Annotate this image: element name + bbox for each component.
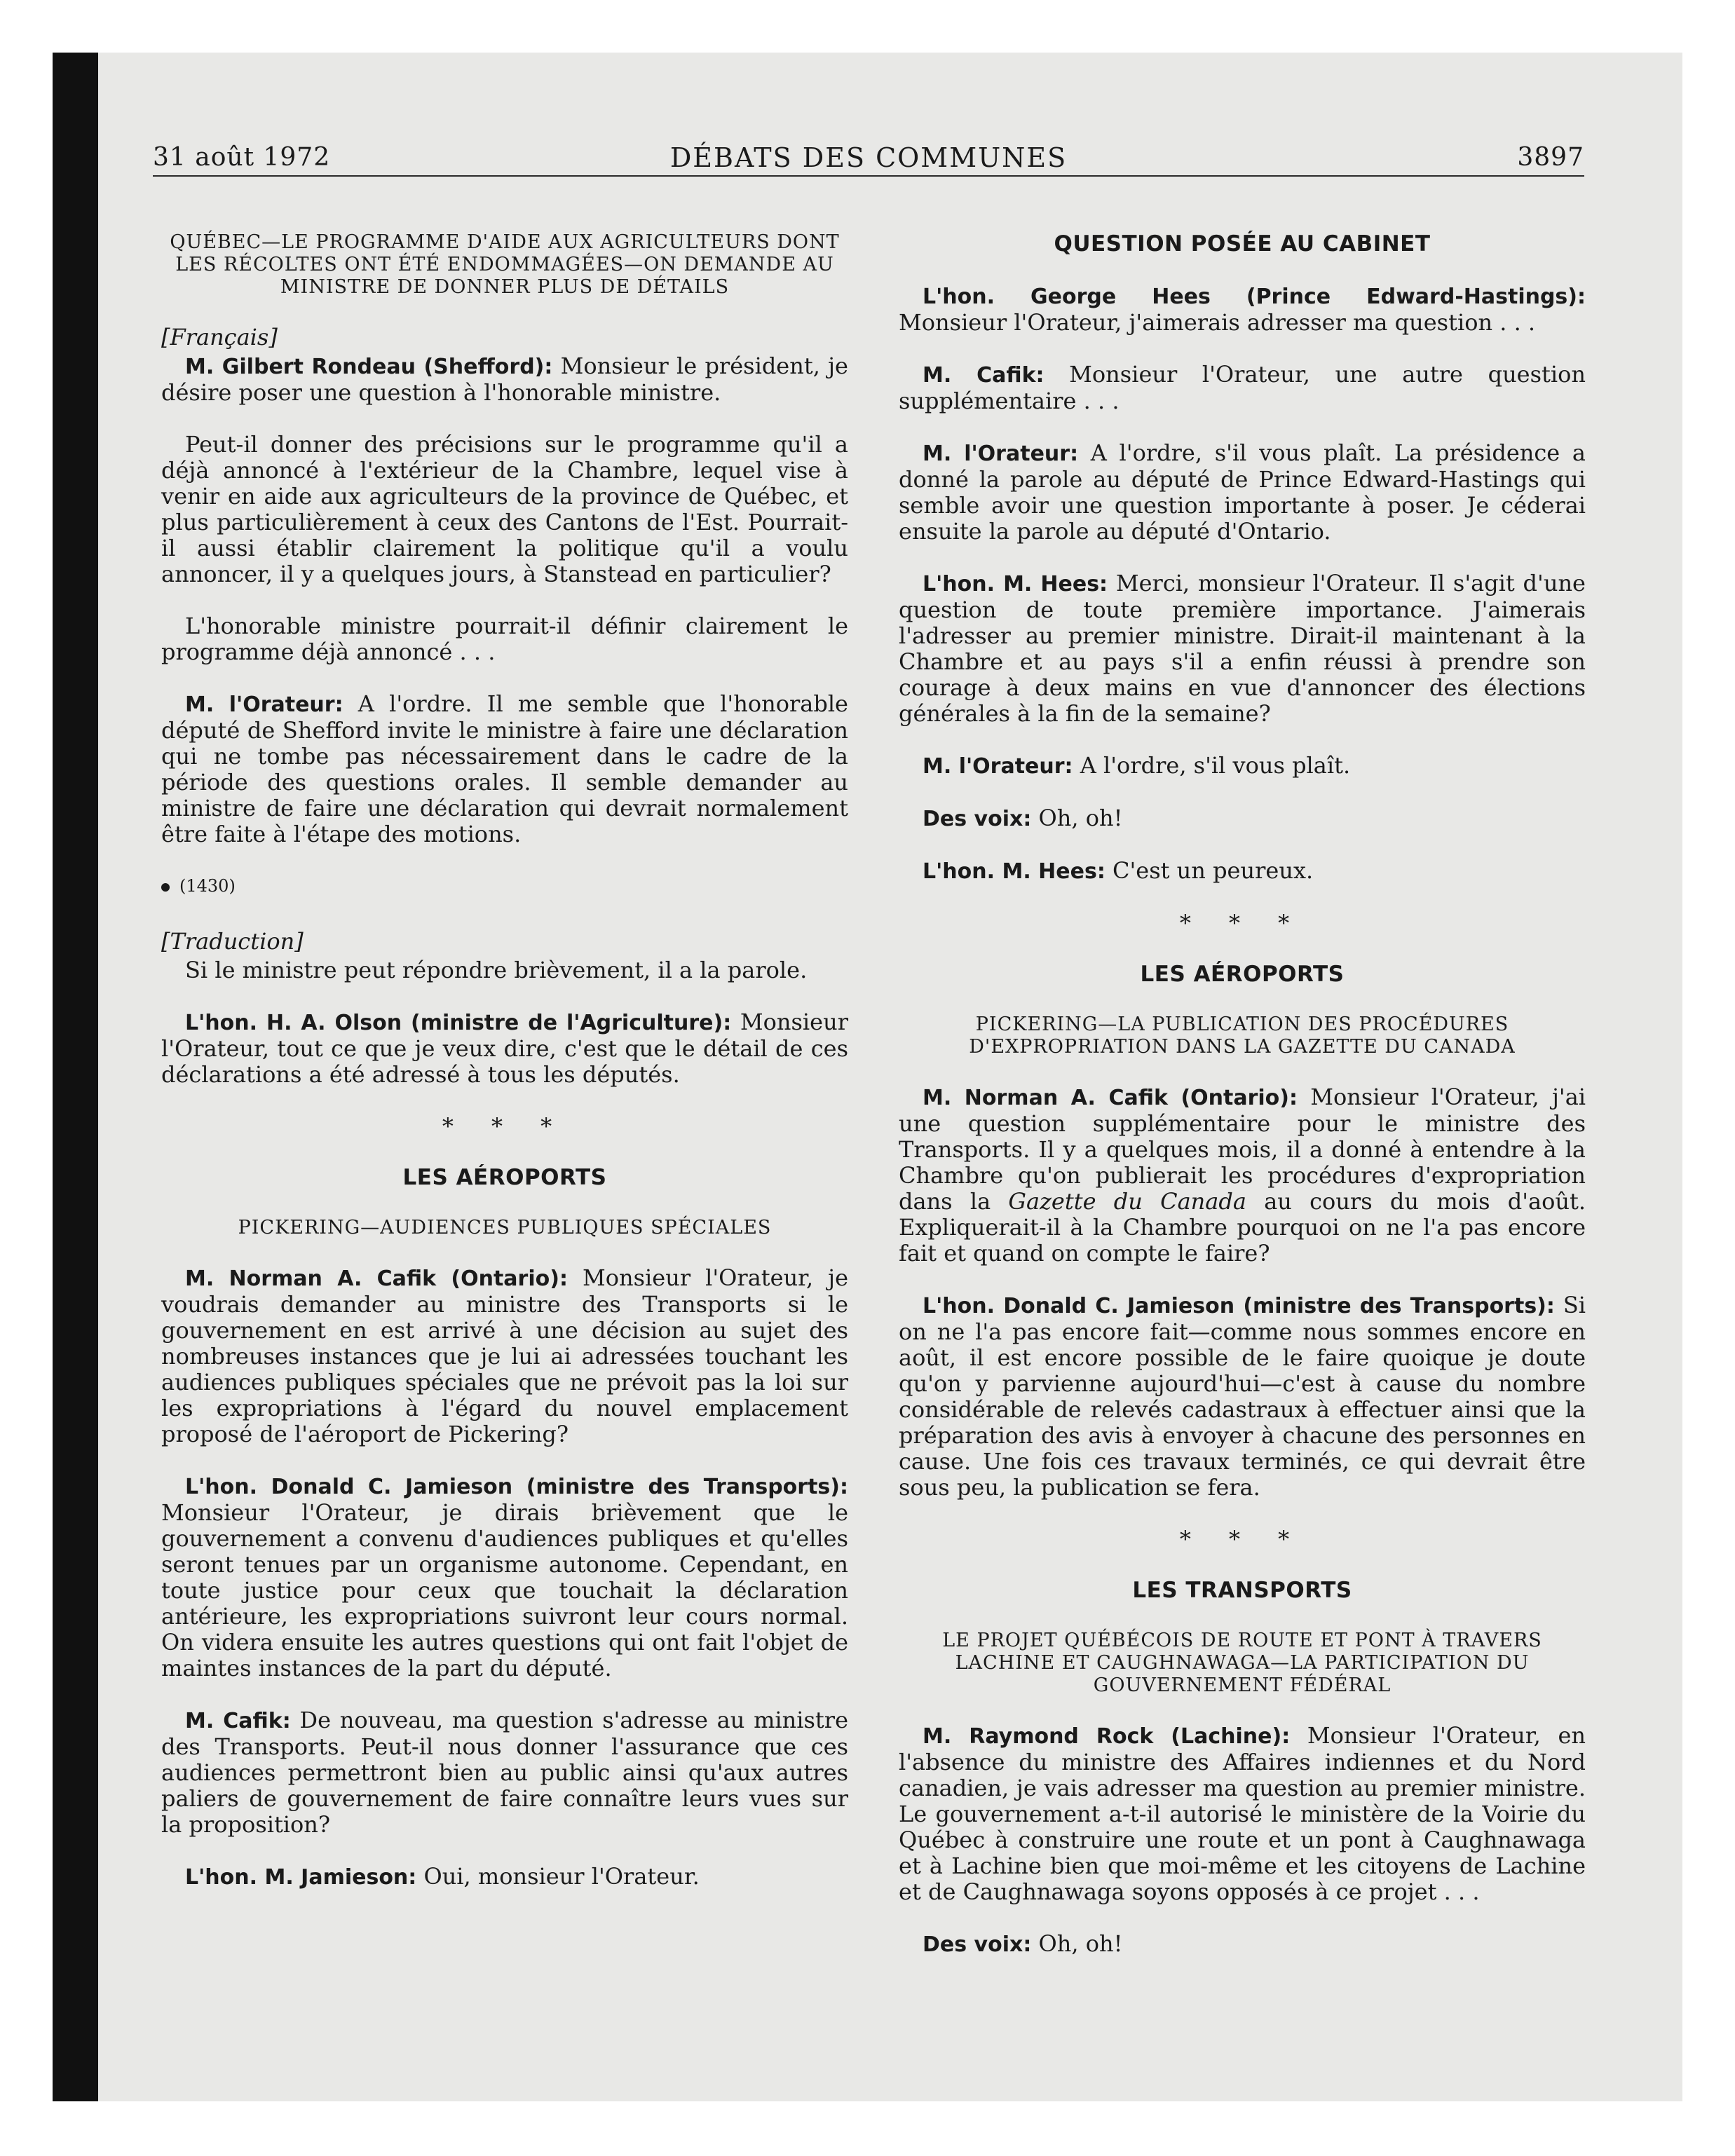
- right-column: [899, 231, 1586, 1984]
- paragraph: [899, 753, 1586, 779]
- paragraph: [161, 1473, 848, 1681]
- paragraph: [161, 1864, 848, 1890]
- speaker: M. l'Orateur:: [185, 692, 343, 717]
- scan-edge-shadow: [53, 53, 98, 2101]
- paragraph: [899, 1723, 1586, 1905]
- section-separator: * * *: [442, 1113, 568, 1140]
- header-page-number: 3897: [1517, 143, 1584, 172]
- speaker: L'hon. M. Hees:: [923, 859, 1105, 884]
- timestamp-text: (1430): [179, 876, 236, 896]
- paragraph: [899, 440, 1586, 545]
- section-subheading: PICKERING—LA PUBLICATION DES PROCÉDURES D'EXPROPRIATION DANS LA GAZETTE DU CANADA: [969, 1014, 1516, 1058]
- section-separator: * * *: [1179, 910, 1305, 936]
- header-date: 31 août 1972: [153, 143, 331, 172]
- paragraph: Peut-il donner des précisions sur le programme qu'il a déjà annoncé à l'extérieur de la Chambre, lequel vise à venir en aide aux agriculteurs de la province de Québec, et plus particulièrement à ceux des Cantons de l'Est. Pourrait-il aussi établir clairement la politique qu'il a voulu annoncer, il y a quelques jours, à Stanstead en particulier?: [161, 431, 848, 587]
- paragraph: [161, 1707, 848, 1838]
- speaker: M. Cafik:: [185, 1709, 291, 1733]
- speaker: L'hon. George Hees (Prince Edward-Hastings):: [923, 285, 1586, 309]
- paragraph: [899, 571, 1586, 727]
- speech-text: Monsieur l'Orateur, tout ce que je veux dire, c'est que le détail de ces déclarations a été adressé à tous les députés.: [161, 1009, 848, 1088]
- paragraph: [899, 1292, 1586, 1501]
- speaker: L'hon. H. A. Olson (ministre de l'Agriculture):: [185, 1011, 732, 1035]
- speaker: M. Gilbert Rondeau (Shefford):: [185, 355, 553, 379]
- paragraph: [899, 805, 1586, 832]
- paragraph: L'honorable ministre pourrait-il définir clairement le programme déjà annoncé . . .: [161, 613, 848, 665]
- paragraph: Si le ministre peut répondre brièvement, il a la parole.: [185, 957, 808, 983]
- speaker: M. Norman A. Cafik (Ontario):: [923, 1086, 1298, 1110]
- speech-text: Monsieur le président, je désire poser une question à l'honorable ministre.: [161, 353, 848, 406]
- paragraph: [899, 858, 1586, 885]
- paragraph: [161, 1009, 848, 1088]
- speaker: L'hon. M. Jamieson:: [185, 1865, 417, 1890]
- paragraph: [161, 691, 848, 847]
- speaker: M. l'Orateur:: [923, 754, 1073, 779]
- section-subheading: LE PROJET QUÉBÉCOIS DE ROUTE ET PONT À TRAVERS LACHINE ET CAUGHNAWAGA—LA PARTICIPATION DU GOUVERNEMENT FÉDÉRAL: [942, 1630, 1542, 1696]
- speaker: Des voix:: [923, 1932, 1032, 1957]
- speech-text: Merci, monsieur l'Orateur. Il s'agit d'une question de toute première importance. J'aimerais l'adresser au premier ministre. Dirait-il maintenant à la Chambre et au pays s'il a enfin réussi à prendre son courage à deux mains en vue d'annoncer des élections générales à la fin de la semaine?: [899, 570, 1586, 727]
- speech-text: A l'ordre. Il me semble que l'honorable député de Shefford invite le ministre à faire une déclaration qui ne tombe pas nécessairement dans le cadre de la période des questions orales. Il semble demander au ministre de faire une déclaration qui devrait normalement être faite à l'étape des motions.: [161, 690, 848, 847]
- speech-text: Monsieur l'Orateur, j'aimerais adresser ma question . . .: [899, 309, 1536, 336]
- paragraph: [899, 1931, 1586, 1958]
- publication-title: Gazette du Canada: [1008, 1188, 1246, 1215]
- speech-text: Oh, oh!: [1031, 805, 1123, 831]
- speaker: L'hon. M. Hees:: [923, 572, 1108, 596]
- speech-text: A l'ordre, s'il vous plaît.: [1073, 752, 1351, 779]
- section-separator: * * *: [1179, 1526, 1305, 1553]
- section-heading: LES AÉROPORTS: [1140, 962, 1345, 987]
- timestamp: [161, 873, 848, 899]
- speech-text: Monsieur l'Orateur, une autre question supplémentaire . . .: [899, 361, 1586, 414]
- speech-text: De nouveau, ma question s'adresse au ministre des Transports. Peut-il nous donner l'assurance que ces audiences permettront bien au public ainsi qu'aux autres paliers de gouvernement de faire connaître leurs vues sur la proposition?: [161, 1707, 849, 1838]
- speech-text: C'est un peureux.: [1105, 857, 1314, 884]
- speaker: M. Raymond Rock (Lachine):: [923, 1724, 1291, 1749]
- speech-text: au cours du mois d'août. Expliquerait-il à la Chambre pourquoi on ne l'a pas encore fait et quand on compte le faire?: [899, 1188, 1586, 1267]
- section-heading: QUÉBEC—LE PROGRAMME D'AIDE AUX AGRICULTEURS DONT LES RÉCOLTES ONT ÉTÉ ENDOMMAGÉES—ON DEMANDE AU MINISTRE DE DONNER PLUS DE DÉTAILS: [170, 231, 840, 298]
- speech-text: Oui, monsieur l'Orateur.: [416, 1863, 700, 1890]
- paragraph: [161, 353, 848, 406]
- speech-text: Monsieur l'Orateur, j'ai une question supplémentaire pour le ministre des Transports. Il y a quelques mois, il a donné à entendre à la Chambre qu'on publierait les procédures d'expropriation dans la: [899, 1084, 1586, 1215]
- speech-text: Monsieur l'Orateur, je voudrais demander au ministre des Transports si le gouvernement en est arrivé à une décision au sujet des nombreuses instances que je lui ai adressées touchant les audiences publiques spéciales que ne prévoit pas la loi sur les expropriations à l'égard du nouvel emplacement proposé de l'aéroport de Pickering?: [161, 1264, 848, 1447]
- speech-text: Si on ne l'a pas encore fait—comme nous sommes encore en août, il est encore possible de le faire quoique je doute qu'on y parvienne aujourd'hui—c'est à cause du nombre considérable de relevés cadastraux à effectuer ainsi que la préparation des avis à envoyer à chacune des personnes en cause. Une fois ces travaux terminés, ce qui devrait être sous peu, la publication se fera.: [899, 1292, 1586, 1501]
- speaker: M. Cafik:: [923, 363, 1045, 388]
- language-tag: [Traduction]: [161, 928, 304, 955]
- speaker: M. l'Orateur:: [923, 442, 1079, 466]
- speaker: L'hon. Donald C. Jamieson (ministre des Transports):: [185, 1475, 848, 1499]
- speech-text: Monsieur l'Orateur, je dirais brièvement que le gouvernement a convenu d'audiences publiques et qu'elles seront tenues par un organisme autonome. Cependant, en toute justice pour ceux que touchait la déclaration antérieure, les expropriations suivront leur cours normal. On videra ensuite les autres questions qui ont fait l'objet de maintes instances de la part du député.: [161, 1499, 848, 1681]
- left-column: [161, 231, 848, 1916]
- paragraph: [161, 1265, 848, 1447]
- section-heading: LES AÉROPORTS: [402, 1165, 607, 1190]
- speaker: M. Norman A. Cafik (Ontario):: [185, 1267, 568, 1291]
- speech-text: A l'ordre, s'il vous plaît. La présidence a donné la parole au député de Prince Edward-Hastings qui semble avoir une question importante à poser. Je céderai ensuite la parole au député d'Ontario.: [899, 439, 1586, 545]
- bullet-icon: [161, 883, 170, 892]
- paragraph: [899, 362, 1586, 414]
- speaker: L'hon. Donald C. Jamieson (ministre des Transports):: [923, 1294, 1555, 1318]
- section-heading: LES TRANSPORTS: [1132, 1578, 1352, 1603]
- paragraph: [899, 283, 1586, 336]
- paragraph: [899, 1084, 1586, 1267]
- speech-text: Oh, oh!: [1031, 1930, 1123, 1957]
- page-header: [153, 140, 1584, 177]
- language-tag: [Français]: [161, 324, 278, 350]
- speaker: Des voix:: [923, 807, 1032, 831]
- header-title: DÉBATS DES COMMUNES: [669, 142, 1068, 173]
- section-subheading: PICKERING—AUDIENCES PUBLIQUES SPÉCIALES: [238, 1217, 772, 1239]
- section-heading: QUESTION POSÉE AU CABINET: [1054, 231, 1431, 257]
- speech-text: Monsieur l'Orateur, en l'absence du ministre des Affaires indiennes et du Nord canadien, je vais adresser ma question au premier ministre. Le gouvernement a-t-il autorisé le ministère de la Voirie du Québec à construire une route et un pont à Caughnawaga et à Lachine bien que moi-même et les citoyens de Lachine et de Caughnawaga soyons opposés à ce projet . . .: [899, 1722, 1586, 1905]
